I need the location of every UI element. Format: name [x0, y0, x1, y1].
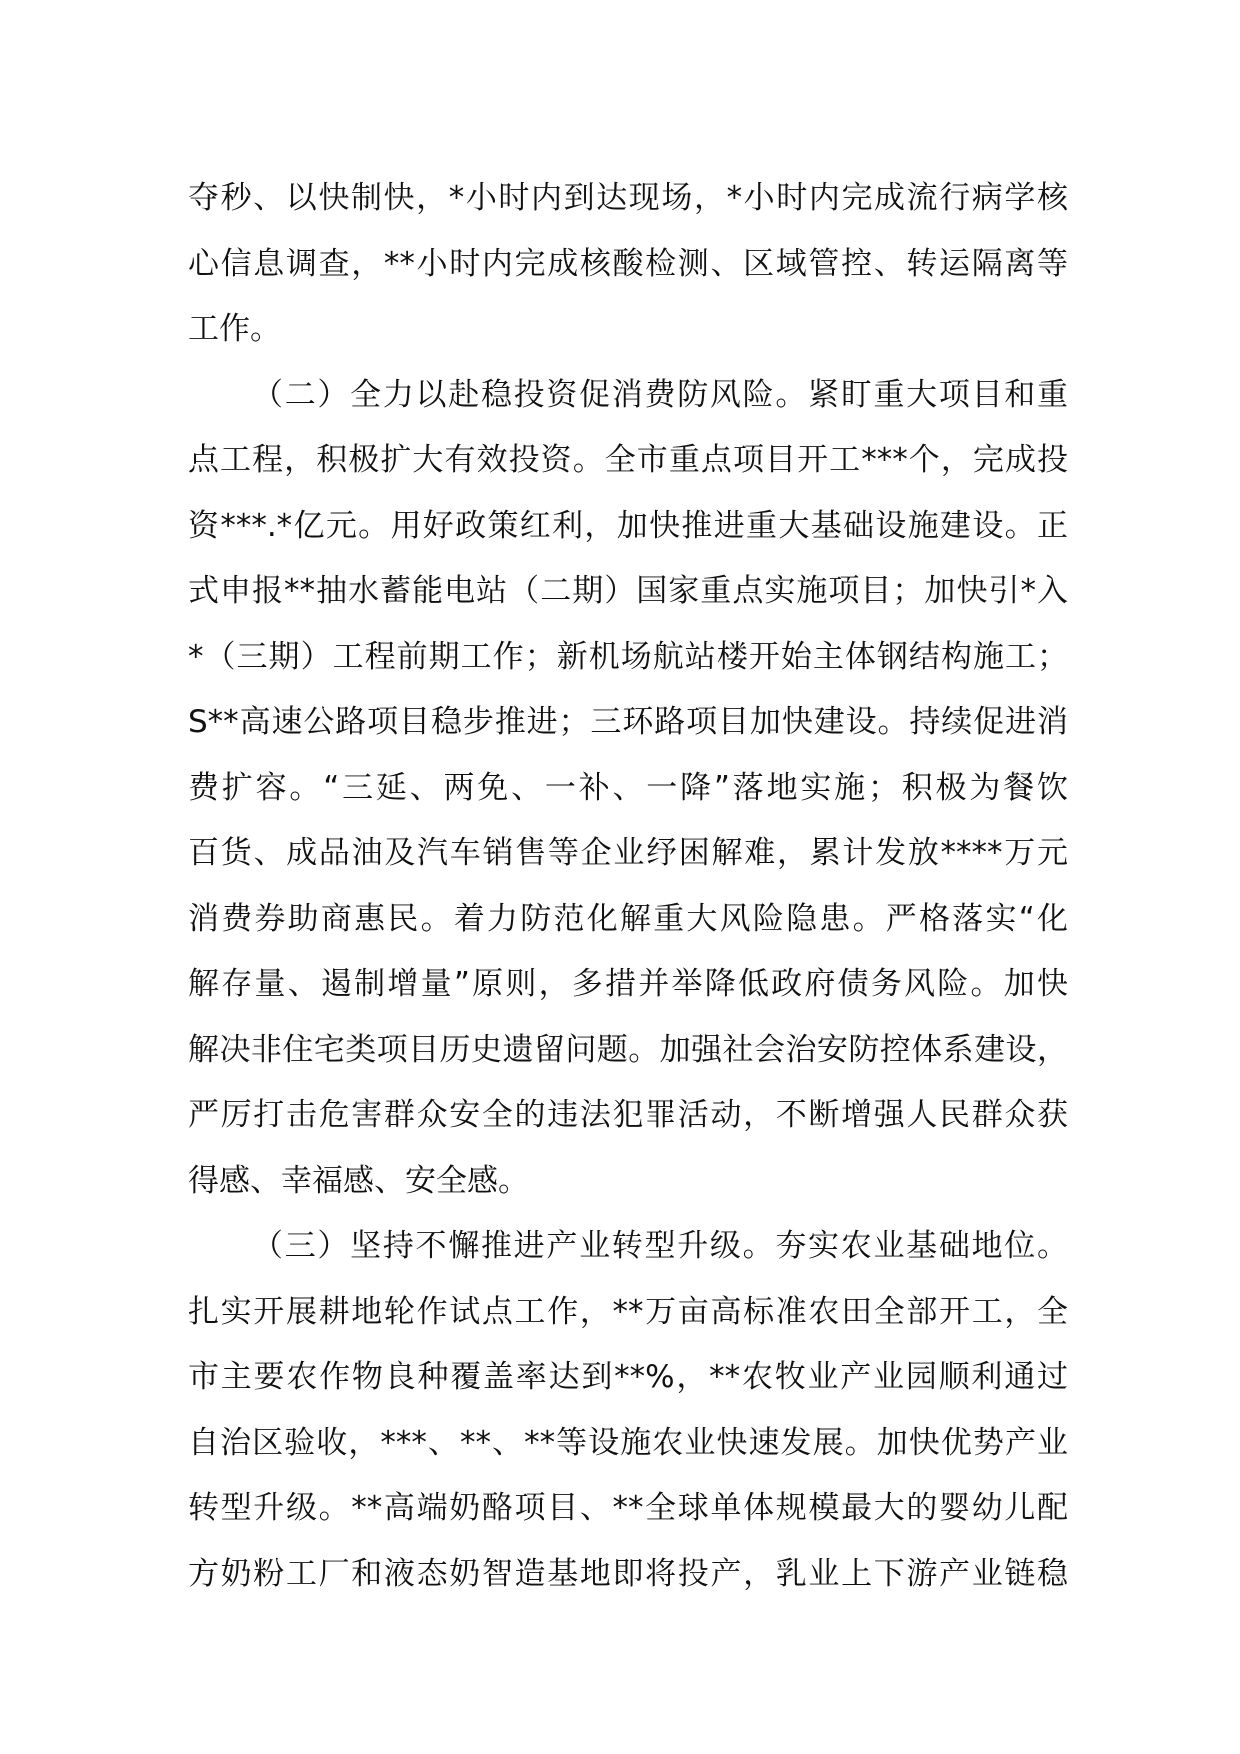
text-line: *（三期）工程前期工作；新机场航站楼开始主体钢结构施工； — [188, 638, 1068, 675]
paragraph-section-two — [188, 363, 1068, 1215]
text-line: S**高速公路项目稳步推进；三环路项目加快建设。持续促进消 — [188, 704, 1068, 740]
text-line: 式申报**抽水蓄能电站（二期）国家重点实施项目；加快引*入 — [188, 573, 1068, 609]
text-line: 自治区验收，***、**、**等设施农业快速发展。加快优势产业 — [188, 1424, 1068, 1461]
text-line: 百货、成品油及汽车销售等企业纾困解难，累计发放****万元 — [188, 835, 1068, 871]
text-line: 费扩容。“三延、两免、一补、一降”落地实施；积极为餐饮 — [188, 769, 1068, 806]
text-line: 扎实开展耕地轮作试点工作，**万亩高标准农田全部开工，全 — [188, 1293, 1068, 1330]
text-line: 消费券助商惠民。着力防范化解重大风险隐患。严格落实“化 — [188, 900, 1068, 937]
text-line: 得感、幸福感、安全感。 — [188, 1162, 529, 1199]
text-line: 转型升级。**高端奶酪项目、**全球单体规模最大的婴幼儿配 — [188, 1490, 1068, 1526]
text-line: 工作。 — [188, 311, 281, 347]
text-line: 方奶粉工厂和液态奶智造基地即将投产，乳业上下游产业链稳 — [188, 1555, 1068, 1592]
text-line: 点工程，积极扩大有效投资。全市重点项目开工***个，完成投 — [188, 442, 1068, 478]
text-line-first: （二）全力以赴稳投资促消费防风险。紧盯重大项目和重 — [252, 376, 1068, 413]
paragraph-section-three — [188, 1214, 1068, 1607]
text-line: 市主要农作物良种覆盖率达到**%，**农牧业产业园顺利通过 — [188, 1359, 1068, 1395]
text-line: 解决非住宅类项目历史遗留问题。加强社会治安防控体系建设， — [188, 1031, 1068, 1068]
text-line: 资***.*亿元。用好政策红利，加快推进重大基础设施建设。正 — [188, 507, 1068, 544]
text-line: 严厉打击危害群众安全的违法犯罪活动，不断增强人民群众获 — [188, 1097, 1068, 1133]
document-body — [188, 166, 1068, 1607]
text-line: 心信息调查，**小时内完成核酸检测、区域管控、转运隔离等 — [188, 245, 1068, 282]
text-line: 解存量、遏制增量”原则，多措并举降低政府债务风险。加快 — [188, 966, 1068, 1002]
text-line: 夺秒、以快制快，*小时内到达现场，*小时内完成流行病学核 — [188, 180, 1068, 216]
paragraph-continuation — [188, 166, 1068, 363]
text-line-first: （三）坚持不懈推进产业转型升级。夯实农业基础地位。 — [252, 1228, 1068, 1264]
